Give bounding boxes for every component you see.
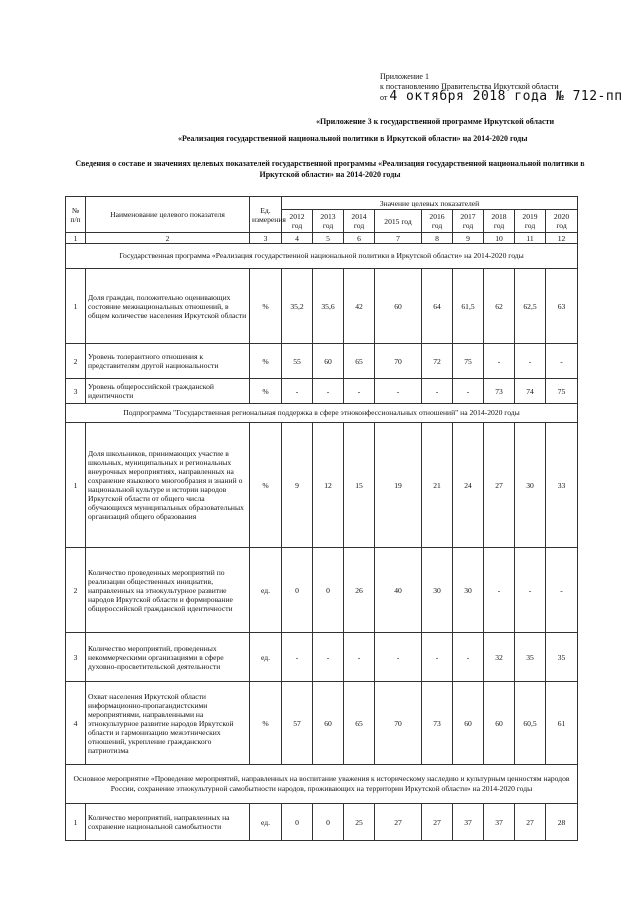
value-cell: 0 [282, 548, 313, 633]
value-cell: - [282, 633, 313, 682]
value-cell: 26 [344, 548, 375, 633]
table-row [66, 804, 578, 841]
header-line-1: «Приложение 3 к государственной программе Иркутской области [316, 117, 555, 126]
table-row [66, 344, 578, 379]
year-header: 2019 год [515, 210, 546, 233]
index-cell: 8 [422, 233, 453, 244]
table-row [66, 423, 578, 548]
value-cell: 30 [515, 423, 546, 548]
index-cell: 4 [282, 233, 313, 244]
table-row [66, 269, 578, 344]
value-cell: 60 [484, 682, 515, 765]
row-number: 4 [66, 682, 86, 765]
value-cell: 60 [313, 344, 344, 379]
value-cell: - [484, 548, 515, 633]
value-cell: 70 [375, 344, 422, 379]
value-cell: - [484, 344, 515, 379]
value-cell: 15 [344, 423, 375, 548]
value-cell: 42 [344, 269, 375, 344]
value-cell: 19 [375, 423, 422, 548]
value-cell: 61 [546, 682, 578, 765]
year-header: 2018 год [484, 210, 515, 233]
value-cell: 61,5 [453, 269, 484, 344]
col-name-header: Наименование целевого показателя [86, 197, 250, 233]
year-header: 2017 год [453, 210, 484, 233]
value-cell: 27 [375, 804, 422, 841]
row-number: 2 [66, 344, 86, 379]
value-cell: - [453, 379, 484, 404]
value-cell: 0 [313, 804, 344, 841]
value-cell: 21 [422, 423, 453, 548]
index-cell: 12 [546, 233, 578, 244]
value-cell: - [375, 379, 422, 404]
values-group-header: Значение целевых показателей [282, 197, 578, 210]
unit-cell: % [250, 344, 282, 379]
indicator-name: Охват населения Иркутской области информационно-пропагандистскими мероприятиями, направленными на этнокультурное развитие народов Иркутской области и гармонизацию межэтнических отношений, укрепление гражданского патриотизма [86, 682, 250, 765]
index-cell: 1 [66, 233, 86, 244]
unit-cell: % [250, 682, 282, 765]
indicator-name: Доля граждан, положительно оценивающих состояние межнациональных отношений, в общем количестве населения Иркутской области [86, 269, 250, 344]
row-number: 3 [66, 379, 86, 404]
value-cell: 62 [484, 269, 515, 344]
value-cell: 27 [484, 423, 515, 548]
indicator-name: Уровень общероссийской гражданской идентичности [86, 379, 250, 404]
value-cell: 33 [546, 423, 578, 548]
value-cell: 60,5 [515, 682, 546, 765]
value-cell: 35,2 [282, 269, 313, 344]
value-cell: 9 [282, 423, 313, 548]
indicator-name: Количество проведенных мероприятий по реализации общественных инициатив, направленных на этнокультурное развитие народов Иркутской области и формирование общероссийской гражданской идентичности [86, 548, 250, 633]
value-cell: - [515, 548, 546, 633]
value-cell: - [313, 379, 344, 404]
value-cell: 65 [344, 344, 375, 379]
year-header: 2012 год [282, 210, 313, 233]
section-title: Государственная программа «Реализация государственной национальной политики в Иркутской области» на 2014-2020 годы [66, 244, 578, 269]
value-cell: 0 [282, 804, 313, 841]
indicators-table [65, 196, 578, 841]
unit-cell: ед. [250, 804, 282, 841]
value-cell: 60 [313, 682, 344, 765]
unit-cell: % [250, 379, 282, 404]
value-cell: 27 [422, 804, 453, 841]
value-cell: 0 [313, 548, 344, 633]
section-row [66, 765, 578, 804]
value-cell: - [546, 548, 578, 633]
value-cell: 27 [515, 804, 546, 841]
section-row [66, 244, 578, 269]
value-cell: 74 [515, 379, 546, 404]
section-title: Основное мероприятие «Проведение мероприятий, направленных на воспитание уважения к историческому наследию и культурным ценностям народов России, сохранение этнокультурной самобытности народов, проживающих на территории Иркутской области» на 2014-2020 годы [66, 765, 578, 804]
value-cell: 73 [422, 682, 453, 765]
appendix-date-line [380, 89, 623, 104]
value-cell: - [422, 379, 453, 404]
value-cell: 32 [484, 633, 515, 682]
index-cell: 10 [484, 233, 515, 244]
value-cell: 57 [282, 682, 313, 765]
appendix-line-2: к постановлению Правительства Иркутской области [380, 82, 559, 91]
index-row [66, 233, 578, 244]
header-row [66, 197, 578, 210]
index-cell: 7 [375, 233, 422, 244]
value-cell: 35 [515, 633, 546, 682]
value-cell: - [344, 633, 375, 682]
indicator-name: Количество мероприятий, проведенных некоммерческими организациями в сфере духовно-просветительской деятельности [86, 633, 250, 682]
row-number: 1 [66, 423, 86, 548]
value-cell: - [422, 633, 453, 682]
value-cell: 37 [453, 804, 484, 841]
date-typed: 4 октября 2018 года № 712-пп [389, 89, 623, 104]
section-row [66, 404, 578, 423]
document-title: Сведения о составе и значениях целевых показателей государственной программы «Реализация государственной национальной политики в Иркутской области» на 2014-2020 годы [75, 159, 585, 179]
table-row [66, 633, 578, 682]
year-header: 2020 год [546, 210, 578, 233]
value-cell: 30 [453, 548, 484, 633]
value-cell: 25 [344, 804, 375, 841]
value-cell: 65 [344, 682, 375, 765]
unit-cell: % [250, 423, 282, 548]
header-line-2: «Реализация государственной национальной политики в Иркутской области» на 2014-2020 годы [178, 134, 528, 143]
table-row [66, 379, 578, 404]
value-cell: 35 [546, 633, 578, 682]
index-cell: 3 [250, 233, 282, 244]
value-cell: 75 [453, 344, 484, 379]
value-cell: 73 [484, 379, 515, 404]
index-cell: 9 [453, 233, 484, 244]
value-cell: 62,5 [515, 269, 546, 344]
unit-cell: ед. [250, 548, 282, 633]
col-num-header: № п/п [66, 197, 86, 233]
value-cell: - [313, 633, 344, 682]
value-cell: - [375, 633, 422, 682]
value-cell: 35,6 [313, 269, 344, 344]
col-unit-header: Ед. измерения [250, 197, 282, 233]
index-cell: 5 [313, 233, 344, 244]
value-cell: 12 [313, 423, 344, 548]
value-cell: 75 [546, 379, 578, 404]
value-cell: 60 [453, 682, 484, 765]
index-cell: 6 [344, 233, 375, 244]
value-cell: 40 [375, 548, 422, 633]
value-cell: 28 [546, 804, 578, 841]
value-cell: - [453, 633, 484, 682]
date-prefix: от [380, 93, 388, 102]
row-number: 1 [66, 804, 86, 841]
value-cell: - [344, 379, 375, 404]
unit-cell: % [250, 269, 282, 344]
appendix-line-1: Приложение 1 [380, 72, 429, 81]
section-title: Подпрограмма "Государственная региональная поддержка в сфере этноконфессиональных отношений" на 2014-2020 годы [66, 404, 578, 423]
indicator-name: Количество мероприятий, направленных на сохранение национальной самобытности [86, 804, 250, 841]
row-number: 1 [66, 269, 86, 344]
value-cell: 37 [484, 804, 515, 841]
table-row [66, 548, 578, 633]
value-cell: - [546, 344, 578, 379]
value-cell: 60 [375, 269, 422, 344]
value-cell: 70 [375, 682, 422, 765]
index-cell: 11 [515, 233, 546, 244]
unit-cell: ед. [250, 633, 282, 682]
value-cell: 55 [282, 344, 313, 379]
year-header: 2015 год [375, 210, 422, 233]
value-cell: 24 [453, 423, 484, 548]
value-cell: - [515, 344, 546, 379]
value-cell: 30 [422, 548, 453, 633]
year-header: 2014 год [344, 210, 375, 233]
row-number: 3 [66, 633, 86, 682]
year-header: 2013 год [313, 210, 344, 233]
index-cell: 2 [86, 233, 250, 244]
value-cell: 72 [422, 344, 453, 379]
indicator-name: Уровень толерантного отношения к представителям другой национальности [86, 344, 250, 379]
row-number: 2 [66, 548, 86, 633]
value-cell: 63 [546, 269, 578, 344]
appendix-block [380, 72, 623, 103]
value-cell: - [282, 379, 313, 404]
year-header: 2016 год [422, 210, 453, 233]
value-cell: 64 [422, 269, 453, 344]
table-row [66, 682, 578, 765]
indicator-name: Доля школьников, принимающих участие в школьных, муниципальных и региональных внеурочных мероприятиях, направленных на сохранение языкового многообразия и знаний о национальной культуре и истории народов Иркутской области от общего числа обучающихся муниципальных образовательных организаций общего образования [86, 423, 250, 548]
